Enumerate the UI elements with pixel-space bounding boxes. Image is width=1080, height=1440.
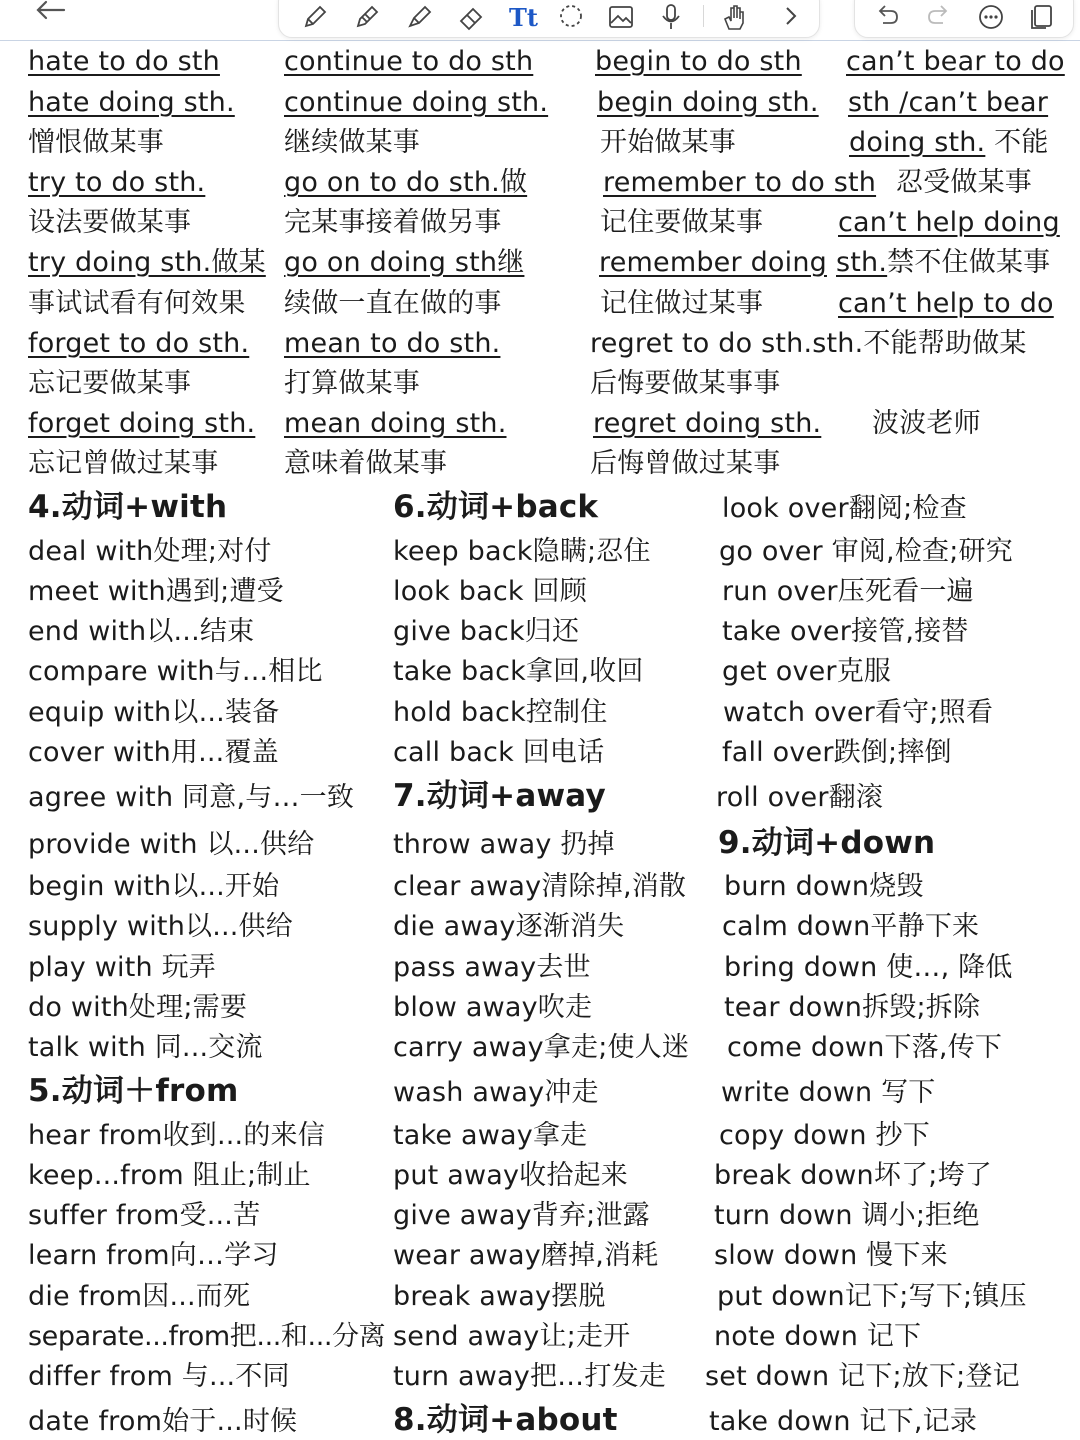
phrase: die from因...而死	[28, 1281, 251, 1312]
meaning: 憎恨做某事	[28, 127, 164, 158]
phrase: continue doing sth.	[284, 87, 549, 118]
phrase: agree with 同意,与…一致	[28, 782, 355, 813]
phrase: get over克服	[722, 656, 892, 687]
phrase: mean to do sth.	[284, 328, 501, 359]
phrase: turn down 调小;拒绝	[714, 1200, 980, 1231]
phrase: copy down 抄下	[719, 1120, 930, 1151]
meaning: 开始做某事	[600, 127, 736, 158]
phrase: date from始于...时候	[28, 1406, 298, 1437]
phrase: regret doing sth.	[593, 408, 822, 439]
phrase: sth /can’t bear	[848, 87, 1049, 118]
phrase: take away拿走	[393, 1120, 588, 1151]
phrase: take back拿回,收回	[393, 656, 644, 687]
phrase-part: sth.	[836, 247, 888, 278]
meaning: 续做一直在做的事	[284, 288, 502, 319]
phrase: carry away拿走;使人迷	[393, 1032, 690, 1063]
phrase: bring down 使…, 降低	[724, 952, 1013, 983]
phrase: hear from收到...的来信	[28, 1120, 325, 1151]
phrase: call back 回电话	[393, 737, 605, 768]
phrase: talk with 同...交流	[28, 1032, 263, 1063]
svg-text:Tt: Tt	[509, 3, 538, 32]
section-heading-about: 8.动词+about	[393, 1402, 618, 1438]
author-signature: 波波老师	[872, 408, 981, 439]
phrase: supply with以...供给	[28, 911, 293, 942]
phrase: throw away 扔掉	[393, 829, 615, 860]
phrase: roll over翻滚	[716, 782, 884, 813]
phrase: look back 回顾	[393, 576, 587, 607]
phrase: go over 审阅,检查;研究	[719, 536, 1013, 567]
meaning-part: 禁不住做某事	[887, 247, 1051, 278]
phrase: meet with遇到;遭受	[28, 576, 284, 607]
phrase: send away让;走开	[393, 1321, 631, 1352]
phrase: note down 记下	[714, 1321, 922, 1352]
phrase: can’t bear to do	[846, 46, 1065, 77]
phrase: forget to do sth.	[28, 328, 250, 359]
phrase: suffer from受...苦	[28, 1200, 261, 1231]
phrase: write down 写下	[721, 1077, 936, 1108]
phrase: break down坏了;垮了	[714, 1160, 992, 1191]
meaning: 忘记曾做过某事	[28, 448, 219, 479]
meaning: 记住做过某事	[600, 288, 764, 319]
phrase: begin to do sth	[595, 46, 802, 77]
phrase: can’t help doing	[838, 207, 1060, 238]
phrase: turn away把…打发走	[393, 1361, 666, 1392]
phrase: fall over跌倒;摔倒	[722, 737, 952, 768]
phrase: deal with处理;对付	[28, 536, 272, 567]
phrase: die away逐渐消失	[393, 911, 625, 942]
phrase: compare with与...相比	[28, 656, 323, 687]
phrase: hate doing sth.	[28, 87, 235, 118]
phrase: go on doing sth继	[284, 247, 525, 278]
phrase: play with 玩弄	[28, 952, 217, 983]
phrase: watch over看守;照看	[723, 697, 994, 728]
phrase: burn down烧毁	[724, 871, 924, 902]
phrase: put down记下;写下;镇压	[717, 1281, 1027, 1312]
phrase: can’t help to do	[838, 288, 1054, 319]
section-heading-back: 6.动词+back	[393, 489, 599, 525]
meaning: 设法要做某事	[28, 207, 192, 238]
meaning: 记住要做某事	[600, 207, 764, 238]
phrase: provide with 以...供给	[28, 829, 315, 860]
phrase: keep...from 阻止;制止	[28, 1160, 311, 1191]
phrase: hate to do sth	[28, 46, 220, 77]
phrase: continue to do sth	[284, 46, 534, 77]
phrase: remember to do sth	[603, 167, 877, 198]
phrase: try to do sth.	[28, 167, 206, 198]
phrase: try doing sth.做某	[28, 247, 266, 278]
meaning: 继续做某事	[284, 127, 420, 158]
phrase: take down 记下,记录	[709, 1406, 978, 1437]
phrase: go on to do sth.做	[284, 167, 528, 198]
phrase: set down 记下;放下;登记	[705, 1361, 1020, 1392]
phrase: hold back控制住	[393, 697, 608, 728]
section-heading-away: 7.动词+away	[393, 778, 606, 814]
phrase: forget doing sth.	[28, 408, 256, 439]
phrase: take over接管,接替	[722, 616, 969, 647]
meaning: 完某事接着做另事	[284, 207, 502, 238]
phrase: regret to do sth.sth.不能帮助做某	[590, 328, 1027, 359]
meaning-part: 不能	[985, 127, 1049, 158]
section-heading-down: 9.动词+down	[718, 825, 936, 861]
phrase: do with处理;需要	[28, 992, 248, 1023]
phrase: break away摆脱	[393, 1281, 606, 1312]
phrase: come down下落,传下	[727, 1032, 1003, 1063]
phrase: put away收拾起来	[393, 1160, 628, 1191]
phrase: give away背弃;泄露	[393, 1200, 650, 1231]
phrase: run over压死看一遍	[722, 576, 974, 607]
phrase: slow down 慢下来	[714, 1240, 948, 1271]
section-heading-from: 5.动词＋from	[28, 1073, 239, 1109]
meaning: 后悔要做某事事	[590, 368, 781, 399]
phrase: end with以...结束	[28, 616, 255, 647]
phrase: begin doing sth.	[597, 87, 819, 118]
phrase: equip with以...装备	[28, 697, 280, 728]
phrase: look over翻阅;检查	[722, 493, 967, 524]
phrase: learn from向…学习	[28, 1240, 279, 1271]
phrase: pass away去世	[393, 952, 591, 983]
phrase: wash away冲走	[393, 1077, 599, 1108]
phrase: clear away清除掉,消散	[393, 871, 687, 902]
phrase	[849, 126, 1049, 160]
phrase: wear away磨掉,消耗	[393, 1240, 659, 1271]
meaning: 事试试看有何效果	[28, 288, 246, 319]
section-heading-with: 4.动词+with	[28, 489, 228, 525]
meaning: 打算做某事	[284, 368, 420, 399]
meaning: 后悔曾做过某事	[590, 448, 781, 479]
phrase: mean doing sth.	[284, 408, 507, 439]
meaning: 意味着做某事	[284, 448, 448, 479]
phrase: remember doing	[599, 247, 827, 278]
phrase: keep back隐瞒;忍住	[393, 536, 651, 567]
meaning: 忍受做某事	[896, 167, 1032, 198]
meaning: 忘记要做某事	[28, 368, 192, 399]
phrase	[836, 246, 1050, 280]
phrase: calm down平静下来	[722, 911, 980, 942]
phrase: tear down拆毁;拆除	[724, 992, 981, 1023]
phrase: blow away吹走	[393, 992, 593, 1023]
phrase: begin with以...开始	[28, 871, 280, 902]
phrase-part: doing sth.	[849, 127, 986, 158]
phrase: separate...from把...和...分离	[28, 1321, 386, 1352]
phrase: give back归还	[393, 616, 580, 647]
phrase: differ from 与...不同	[28, 1361, 290, 1392]
phrase: cover with用...覆盖	[28, 737, 279, 768]
